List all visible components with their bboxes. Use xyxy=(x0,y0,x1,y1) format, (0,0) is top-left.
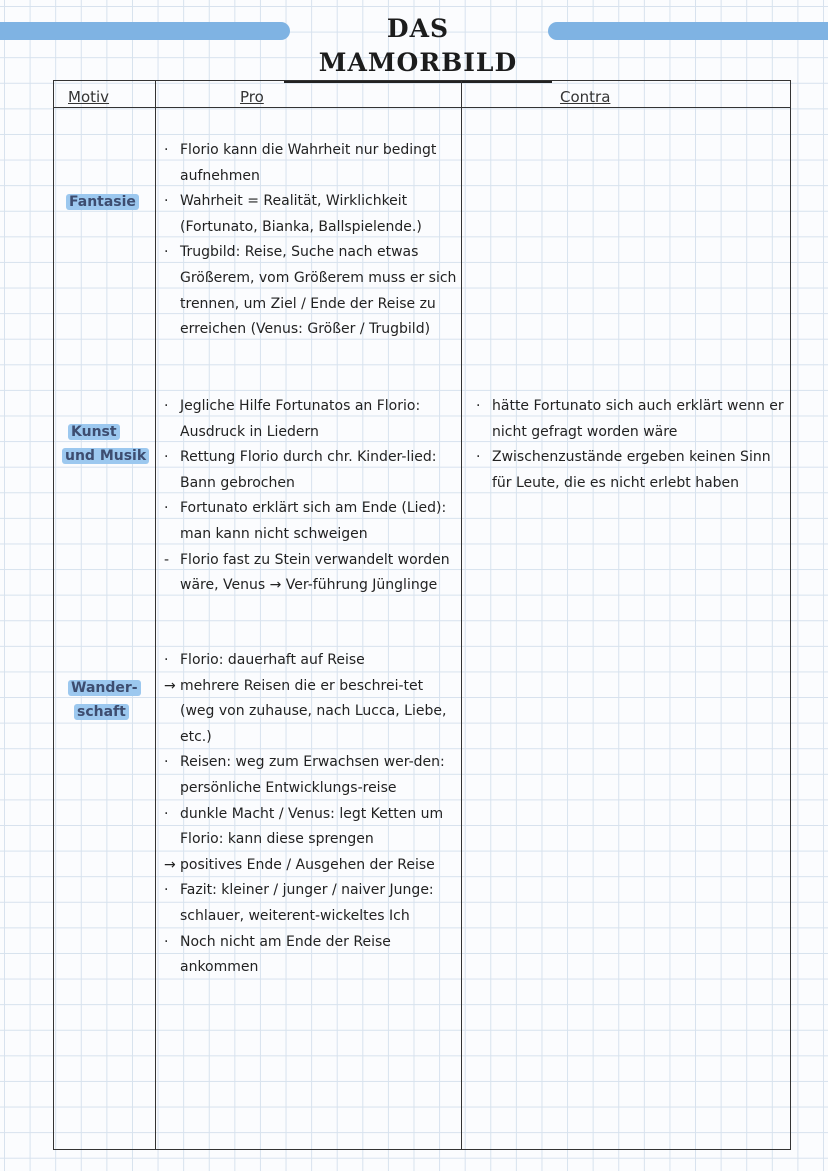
list-item: · Noch nicht am Ende der Reise ankommen xyxy=(164,933,391,976)
header-contra: Contra xyxy=(560,88,611,106)
list-item: · Fortunato erklärt sich am Ende (Lied): man kann nicht schweigen xyxy=(164,500,447,542)
list-item: - Florio fast zu Stein verwandelt worden wäre, Venus → Ver-führung Jünglinge xyxy=(164,551,450,594)
header-pro: Pro xyxy=(240,88,264,106)
header-motiv: Motiv xyxy=(68,88,110,106)
list-item: · Trugbild: Reise, Suche nach etwas Größerem, vom Größerem muss er sich trennen, um Ziel / Ende der Reise zu erreichen (Venus: Größer / Trugbild) xyxy=(164,244,457,338)
motif-kunst-musik xyxy=(65,420,149,468)
list-item: · Wahrheit = Realität, Wirklichkeit (Fortunato, Bianka, Ballspielende.) xyxy=(164,193,422,235)
list-item: · Rettung Florio durch chr. Kinder-lied: Bann gebrochen xyxy=(164,449,437,491)
motif-kunst-label-2: und Musik xyxy=(62,448,149,464)
kunst-contra-list xyxy=(470,394,790,496)
list-item: → mehrere Reisen die er beschrei-tet (weg von zuhause, nach Lucca, Liebe, etc.) xyxy=(164,677,447,745)
list-item: · Jegliche Hilfe Fortunatos an Florio: Ausdruck in Liedern xyxy=(164,398,421,440)
list-item: · Florio: dauerhaft auf Reise xyxy=(164,652,365,668)
kunst-pro-list xyxy=(158,394,458,599)
list-item: · Fazit: kleiner / junger / naiver Junge: schlauer, weiterent-wickeltes Ich xyxy=(164,882,434,924)
header-divider xyxy=(53,107,791,108)
wander-pro-list xyxy=(158,648,458,981)
motif-kunst-label-1: Kunst xyxy=(68,424,120,440)
title-accent-right xyxy=(548,22,828,40)
list-item: · dunkle Macht / Venus: legt Ketten um Florio: kann diese sprengen xyxy=(164,805,444,848)
motif-wanderschaft xyxy=(68,676,141,724)
page-title: DAS MAMORBILD xyxy=(284,12,552,83)
list-item: · Florio kann die Wahrheit nur bedingt aufnehmen xyxy=(164,142,437,184)
column-divider-motiv xyxy=(155,80,156,1150)
motif-fantasie-label: Fantasie xyxy=(66,194,139,210)
motif-fantasie xyxy=(66,190,139,214)
motif-wander-label-1: Wander- xyxy=(68,680,141,696)
title-accent-left xyxy=(0,22,290,40)
list-item: · Zwischenzustände ergeben keinen Sinn für Leute, die es nicht erlebt haben xyxy=(476,449,771,491)
list-item: · Reisen: weg zum Erwachsen wer-den: persönliche Entwicklungs-reise xyxy=(164,754,445,796)
column-divider-pro xyxy=(461,80,462,1150)
list-item: · hätte Fortunato sich auch erklärt wenn er nicht gefragt worden wäre xyxy=(476,398,784,440)
list-item: → positives Ende / Ausgehen der Reise xyxy=(164,856,435,873)
fantasie-pro-list xyxy=(158,138,458,343)
motif-wander-label-2: schaft xyxy=(74,704,129,720)
